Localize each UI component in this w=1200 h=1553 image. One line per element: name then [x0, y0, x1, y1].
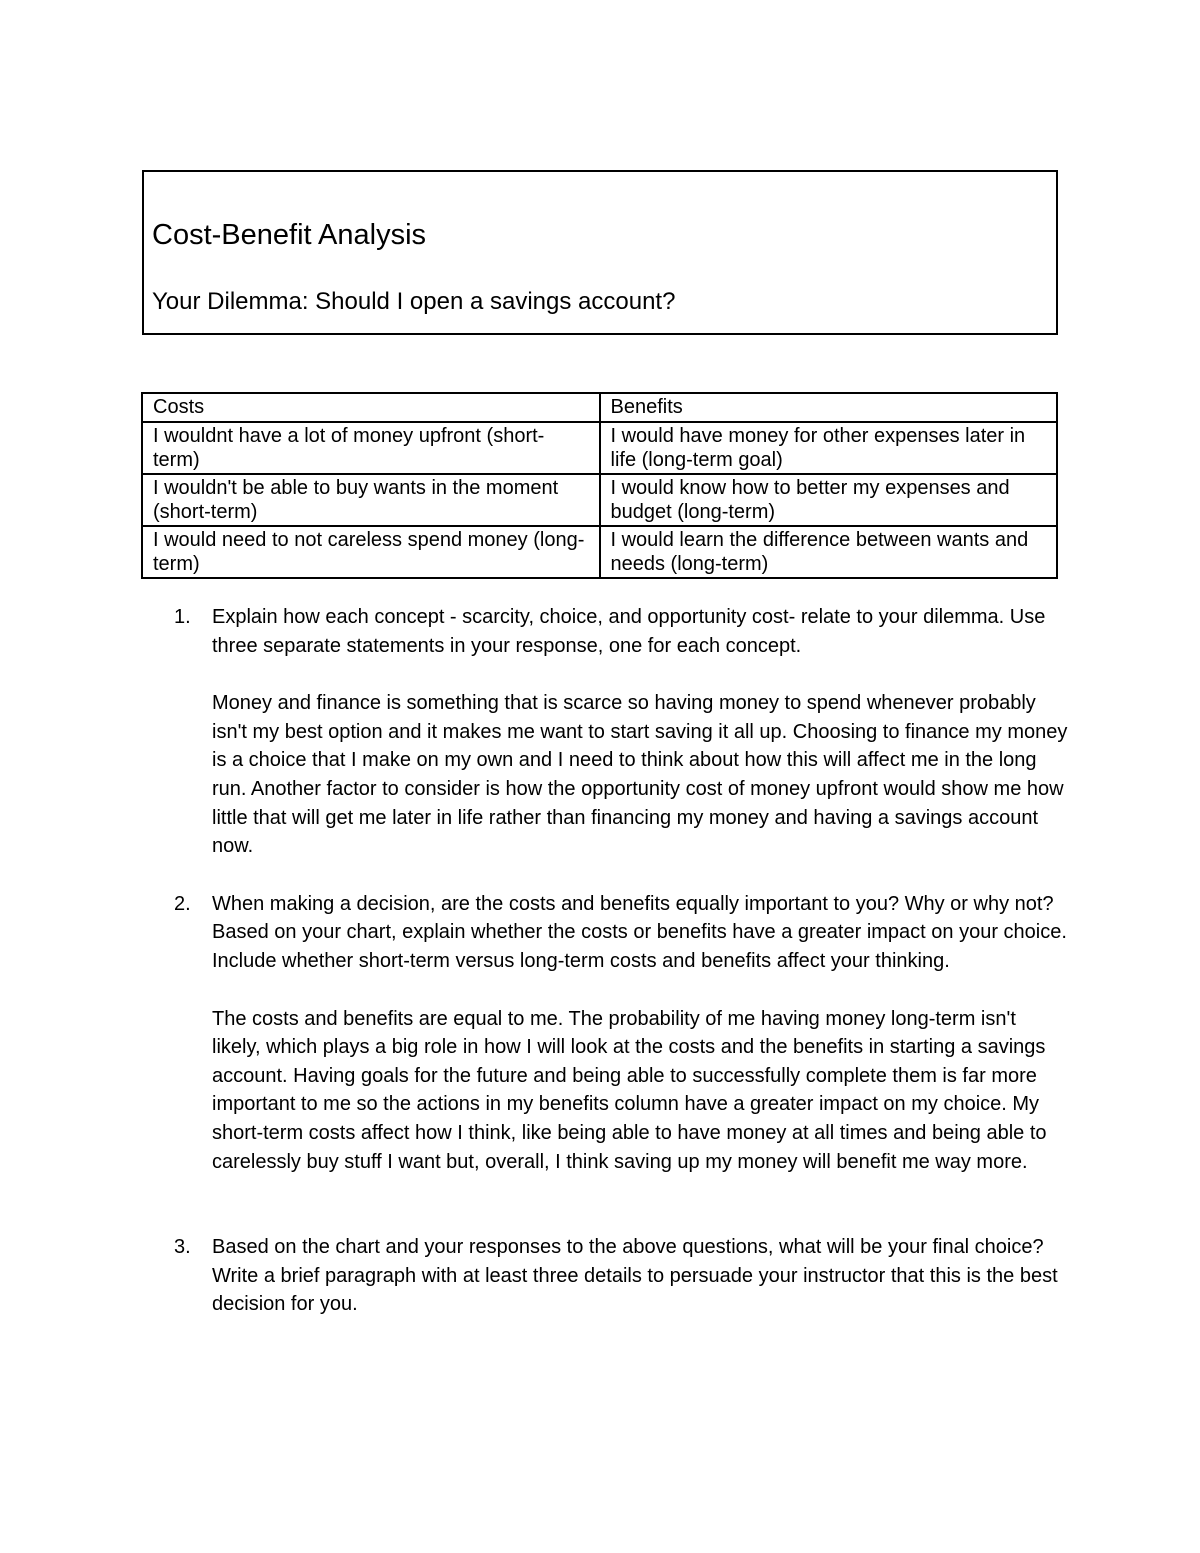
costs-header: Costs	[142, 393, 600, 422]
question-prompt: When making a decision, are the costs and benefits equally important to you? Why or why not? Based on your chart, explain whether the costs or benefits have a greater impact on your choice. Include whether short-term versus long-term costs and benefits affect your thinking.	[212, 892, 1067, 972]
benefit-cell: I would know how to better my expenses and budget (long-term)	[600, 474, 1058, 526]
title-box	[142, 170, 1058, 335]
question-2	[174, 890, 1068, 1176]
question-answer: The costs and benefits are equal to me. The probability of me having money long-term isn't likely, which plays a big role in how I will look at the costs and the benefits in starting a savings account. Having goals for the future and being able to successfully complete them is far more important to me so the actions in my benefits column have a greater impact on my choice. My short-term costs affect how I think, like being able to have money at all times and being able to carelessly buy stuff I want but, overall, I think saving up my money will benefit me way more.	[212, 1007, 1047, 1173]
question-prompt: Explain how each concept - scarcity, choice, and opportunity cost- relate to your dilemma. Use three separate statements in your response, one for each concept.	[212, 606, 1046, 657]
question-list	[0, 603, 1200, 1319]
question-3	[174, 1233, 1068, 1319]
cost-cell: I wouldn't be able to buy wants in the moment (short-term)	[142, 474, 600, 526]
dilemma-heading: Your Dilemma: Should I open a savings account?	[152, 288, 676, 315]
question-prompt: Based on the chart and your responses to the above questions, what will be your final choice? Write a brief paragraph with at least three details to persuade your instructor that this is the best decision for you.	[212, 1236, 1058, 1316]
benefit-cell: I would have money for other expenses later in life (long-term goal)	[600, 422, 1058, 474]
question-1	[174, 603, 1068, 861]
question-number: 2.	[174, 892, 191, 915]
benefits-header: Benefits	[600, 393, 1058, 422]
question-number: 1.	[174, 606, 191, 628]
table-header-row	[142, 393, 1057, 422]
benefit-cell: I would learn the difference between wants and needs (long-term)	[600, 526, 1058, 578]
cost-benefit-table	[141, 392, 1058, 579]
table-row	[142, 422, 1057, 474]
question-number: 3.	[174, 1236, 191, 1259]
table-row	[142, 474, 1057, 526]
cost-cell: I would need to not careless spend money (long-term)	[142, 526, 600, 578]
cost-cell: I wouldnt have a lot of money upfront (short-term)	[142, 422, 600, 474]
table-row	[142, 526, 1057, 578]
document-title: Cost-Benefit Analysis	[152, 219, 427, 251]
question-answer: Money and finance is something that is scarce so having money to spend whenever probably isn't my best option and it makes me want to start saving it all up. Choosing to finance my money is a choice that I make on my own and I need to think about how this will affect me in the long run. Another factor to consider is how the opportunity cost of money upfront would show me how little that will get me later in life rather than financing my money and having a savings account now.	[212, 692, 1068, 858]
